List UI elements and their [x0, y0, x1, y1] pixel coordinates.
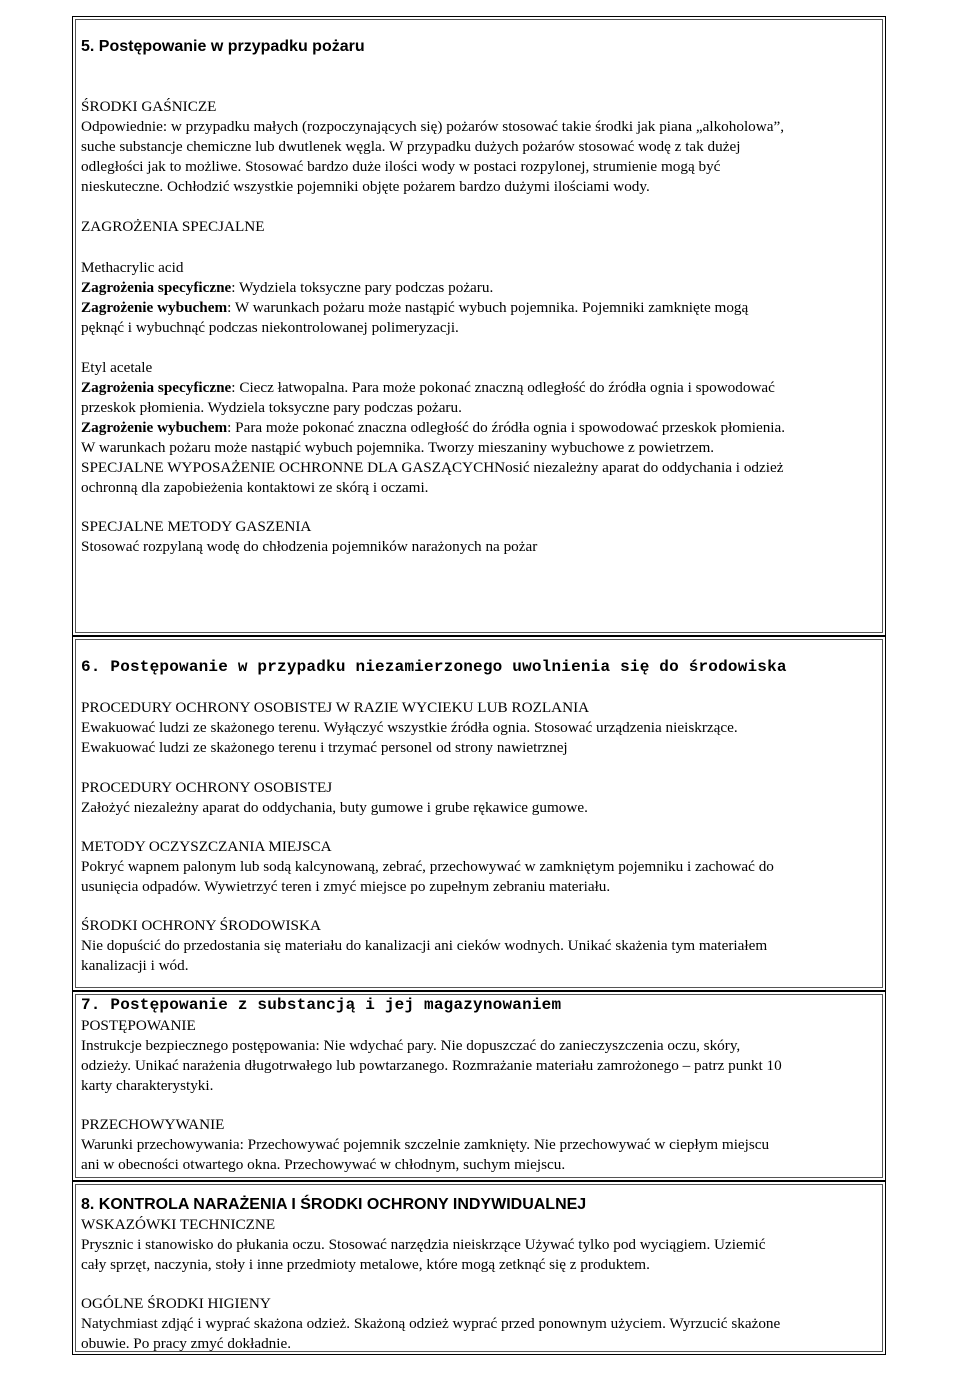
extinguish-line-3: odległości jak to możliwe. Stosować bardzo duże ilości wody w postaci rozpylonej, strumienie mogą być [81, 158, 721, 175]
technical-label: WSKAZÓWKI TECHNICZNE [81, 1216, 276, 1233]
spill-procedures-line-1: Ewakuować ludzi ze skażonego terenu. Wyłączyć wszystkie źródła ognia. Stosować urządzenia nieiskrzące. [81, 719, 738, 736]
substance-2-line-6: ochronną dla zapobieżenia kontaktowi ze skórą i oczami. [81, 479, 429, 496]
extinguish-line-4: nieskuteczne. Ochłodzić wszystkie pojemniki objęte pożarem bardzo dużymi ilościami wody. [81, 178, 650, 195]
personal-procedures-line-1: Założyć niezależny aparat do oddychania, buty gumowe i grube rękawice gumowe. [81, 799, 588, 816]
storage-line-1: Warunki przechowywania: Przechowywać pojemnik szczelnie zamknięty. Nie przechowywać w ciepłym miejscu [81, 1136, 770, 1153]
hygiene-line-2: obuwie. Po pracy zmyć dokładnie. [81, 1335, 292, 1352]
spill-procedures-line-2: Ewakuować ludzi ze skażonego terenu i trzymać personel od strony nawietrznej [81, 739, 568, 756]
substance-2-line-2: przeskok płomienia. Wydziela toksyczne pary podczas pożaru. [81, 399, 462, 416]
handling-line-2: odzieży. Unikać narażenia długotrwałego lub powtarzanego. Rozmrażanie materiału zamrożonego – patrz punkt 10 [81, 1057, 782, 1074]
substance-2-line-4: W warunkach pożaru może nastąpić wybuch pojemnika. Tworzy mieszaniny wybuchowe z powietrzem. [81, 439, 715, 456]
hygiene-line-1: Natychmiast zdjąć i wyprać skażona odzież. Skażoną odzież wyprać przed ponownym użyciem. Wyrzucić skażone [81, 1315, 781, 1332]
section-5-box [72, 16, 886, 636]
substance-2-line-3 [81, 418, 879, 438]
section-8-box [72, 1181, 886, 1355]
section-6-box [72, 636, 886, 991]
substance-1-hazard-label: Zagrożenia specyficzne [81, 279, 232, 296]
substance-1-line-3: pęknąć i wybuchnąć podczas niekontrolowanej polimeryzacji. [81, 319, 459, 336]
cleanup-methods-line-1: Pokryć wapnem palonym lub sodą kalcynowaną, zebrać, przechowywać w zamkniętym pojemniku i zachować do [81, 858, 774, 875]
substance-1-explosion-label: Zagrożenie wybuchem [81, 299, 228, 316]
substance-1-explosion-text: : W warunkach pożaru może nastąpić wybuch pojemnika. Pojemniki zamknięte mogą [227, 299, 749, 316]
substance-1-hazard-text: : Wydziela toksyczne pary podczas pożaru. [231, 279, 494, 296]
substance-1-line-1 [81, 278, 879, 298]
technical-line-1: Prysznic i stanowisko do płukania oczu. Stosować narzędzia nieiskrzące Używać tylko pod wyciągiem. Uziemić [81, 1236, 766, 1253]
storage-line-2: ani w obecności otwartego okna. Przechowywać w chłodnym, suchym miejscu. [81, 1156, 566, 1173]
extinguish-line-2: suche substancje chemiczne lub dwutlenek węgla. W przypadku dużych pożarów stosować wodę z tak dużej [81, 138, 741, 155]
environment-line-1: Nie dopuścić do przedostania się materiału do kanalizacji ani cieków wodnych. Unikać skażenia tym materiałem [81, 937, 768, 954]
cleanup-methods-line-2: usunięcia odpadów. Wywietrzyć teren i zmyć miejsce po zupełnym zebraniu materiału. [81, 878, 611, 895]
substance-2-hazard-label: Zagrożenia specyficzne [81, 379, 232, 396]
environment-label: ŚRODKI OCHRONY ŚRODOWISKA [81, 917, 321, 934]
handling-line-1: Instrukcje bezpiecznego postępowania: Nie wdychać pary. Nie dopuszczać do zanieczyszczenia oczu, skóry, [81, 1037, 741, 1054]
substance-2-line-1 [81, 378, 879, 398]
section-6-title: 6. Postępowanie w przypadku niezamierzonego uwolnienia się do środowiska [81, 658, 787, 676]
section-7-title: 7. Postępowanie z substancją i jej magazynowaniem [81, 996, 562, 1014]
handling-line-3: karty charakterystyki. [81, 1077, 214, 1094]
special-hazards-label: ZAGROŻENIA SPECJALNE [81, 218, 265, 235]
substance-1-name: Methacrylic acid [81, 259, 184, 276]
extinguish-methods-text: Stosować rozpylaną wodę do chłodzenia pojemników narażonych na pożar [81, 538, 538, 555]
substance-2-line-5: SPECJALNE WYPOSAŻENIE OCHRONNE DLA GASZĄCYCHNosić niezależny aparat do oddychania i odzież [81, 459, 784, 476]
extinguish-methods-label: SPECJALNE METODY GASZENIA [81, 518, 312, 535]
personal-procedures-label: PROCEDURY OCHRONY OSOBISTEJ [81, 779, 333, 796]
extinguish-label: ŚRODKI GAŚNICZE [81, 98, 217, 115]
substance-2-explosion-label: Zagrożenie wybuchem [81, 419, 228, 436]
section-7-box [72, 991, 886, 1181]
handling-label: POSTĘPOWANIE [81, 1017, 196, 1034]
substance-1-line-2 [81, 298, 879, 318]
cleanup-methods-label: METODY OCZYSZCZANIA MIEJSCA [81, 838, 332, 855]
section-8-title: 8. KONTROLA NARAŻENIA I ŚRODKI OCHRONY INDYWIDUALNEJ [81, 1196, 587, 1213]
section-5-title: 5. Postępowanie w przypadku pożaru [81, 38, 365, 55]
technical-line-2: cały sprzęt, naczynia, stoły i inne przedmioty metalowe, które mogą zetknąć się z produktem. [81, 1256, 650, 1273]
spill-procedures-label: PROCEDURY OCHRONY OSOBISTEJ W RAZIE WYCIEKU LUB ROZLANIA [81, 699, 590, 716]
extinguish-line-1: Odpowiednie: w przypadku małych (rozpoczynających się) pożarów stosować takie środki jak piana „alkoholowa”, [81, 118, 785, 135]
substance-2-hazard-text: : Ciecz łatwopalna. Para może pokonać znaczną odległość do źródła ognia i spowodować [231, 379, 775, 396]
substance-2-name: Etyl acetale [81, 359, 153, 376]
storage-label: PRZECHOWYWANIE [81, 1116, 225, 1133]
hygiene-label: OGÓLNE ŚRODKI HIGIENY [81, 1295, 271, 1312]
environment-line-2: kanalizacji i wód. [81, 957, 189, 974]
substance-2-explosion-text: : Para może pokonać znaczna odległość do źródła ognia i spowodować przeskok płomienia. [227, 419, 786, 436]
